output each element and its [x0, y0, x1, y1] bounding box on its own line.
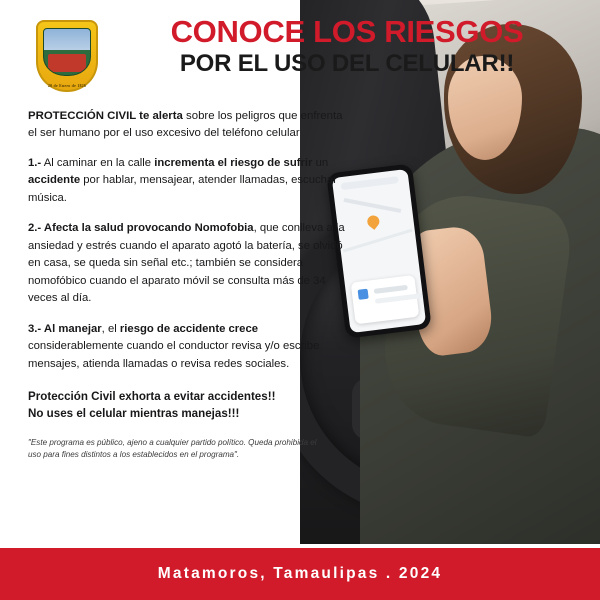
- phone-search-bar: [340, 176, 398, 190]
- risk-item-2: [28, 220, 348, 308]
- risk-item-1-text-a: Al caminar en la calle: [41, 156, 155, 169]
- government-crest-icon: [36, 20, 98, 92]
- risk-item-3-bold-a: Al manejar: [41, 322, 102, 335]
- poster-header: [0, 16, 600, 92]
- intro-strong: PROTECCIÓN CIVIL te alerta: [28, 110, 183, 122]
- page-title: [112, 16, 582, 77]
- risk-item-1-bold-a: incrementa el riesgo de sufrir: [154, 156, 313, 169]
- intro-paragraph: [28, 108, 348, 142]
- risk-item-1-text-c: por hablar, mensajear, atender llamadas, escuchar música.: [28, 174, 337, 204]
- risk-item-1: [28, 155, 348, 208]
- poster-footer: [0, 548, 600, 600]
- closing-line-2: No uses el celular mientras manejas!!!: [28, 407, 240, 421]
- risk-item-1-bold-b: accidente: [28, 174, 81, 187]
- risk-item-3-bold-b: riesgo de accidente crece: [119, 322, 259, 335]
- closing-message: [28, 389, 348, 423]
- footer-label: Matamoros, Tamaulipas . 2024: [157, 565, 443, 582]
- risk-item-3-text-a: , el: [101, 322, 120, 335]
- map-road-line-secondary: [343, 229, 413, 253]
- risk-item-1-text-b: un: [312, 156, 329, 169]
- risk-item-1-number: 1.-: [28, 156, 42, 169]
- legal-disclaimer: "Este programa es público, ajeno a cualquier partido político. Queda prohibida el uso para fines distintos a los establecidos en el programa".: [28, 437, 317, 460]
- risk-item-3-text-b: considerablemente cuando el conductor revisa y/o escribe mensajes, atienda llamadas o revisa redes sociales.: [28, 340, 320, 370]
- map-info-card: [351, 275, 420, 324]
- crest-inner-emblem: [43, 28, 91, 76]
- map-road-line: [344, 198, 402, 213]
- risk-item-3-number: 3.-: [28, 322, 42, 335]
- title-line-2: POR EL USO DEL CELULAR!!: [179, 49, 515, 77]
- risk-item-3: [28, 321, 348, 374]
- crest-caption: 20 de Enero de 1826: [47, 83, 87, 88]
- title-line-1: CONOCE LOS RIESGOS: [170, 14, 524, 49]
- map-card-icon: [358, 289, 369, 300]
- intro-rest: sobre los peligros que enfrenta el ser humano por el uso excesivo del teléfono celular: [28, 110, 343, 139]
- risk-item-2-bold-a: Afecta la salud provocando Nomofobia: [41, 222, 254, 235]
- map-card-subtitle-placeholder: [375, 293, 423, 304]
- map-card-title-placeholder: [374, 285, 408, 294]
- risk-item-2-text-a: , que conlleva a la ansiedad y estrés cuando el aparato agotó la batería, se olvidó en casa, se queda sin señal etc.; también se considera nomofóbico cuando el aparato móvil se consulta más de 34 veces al día.: [28, 222, 345, 305]
- closing-line-1: Protección Civil exhorta a evitar accidentes!!: [28, 390, 276, 404]
- poster-body: [28, 108, 348, 461]
- map-pin-icon: [365, 213, 382, 230]
- risk-item-2-number: 2.-: [28, 222, 42, 235]
